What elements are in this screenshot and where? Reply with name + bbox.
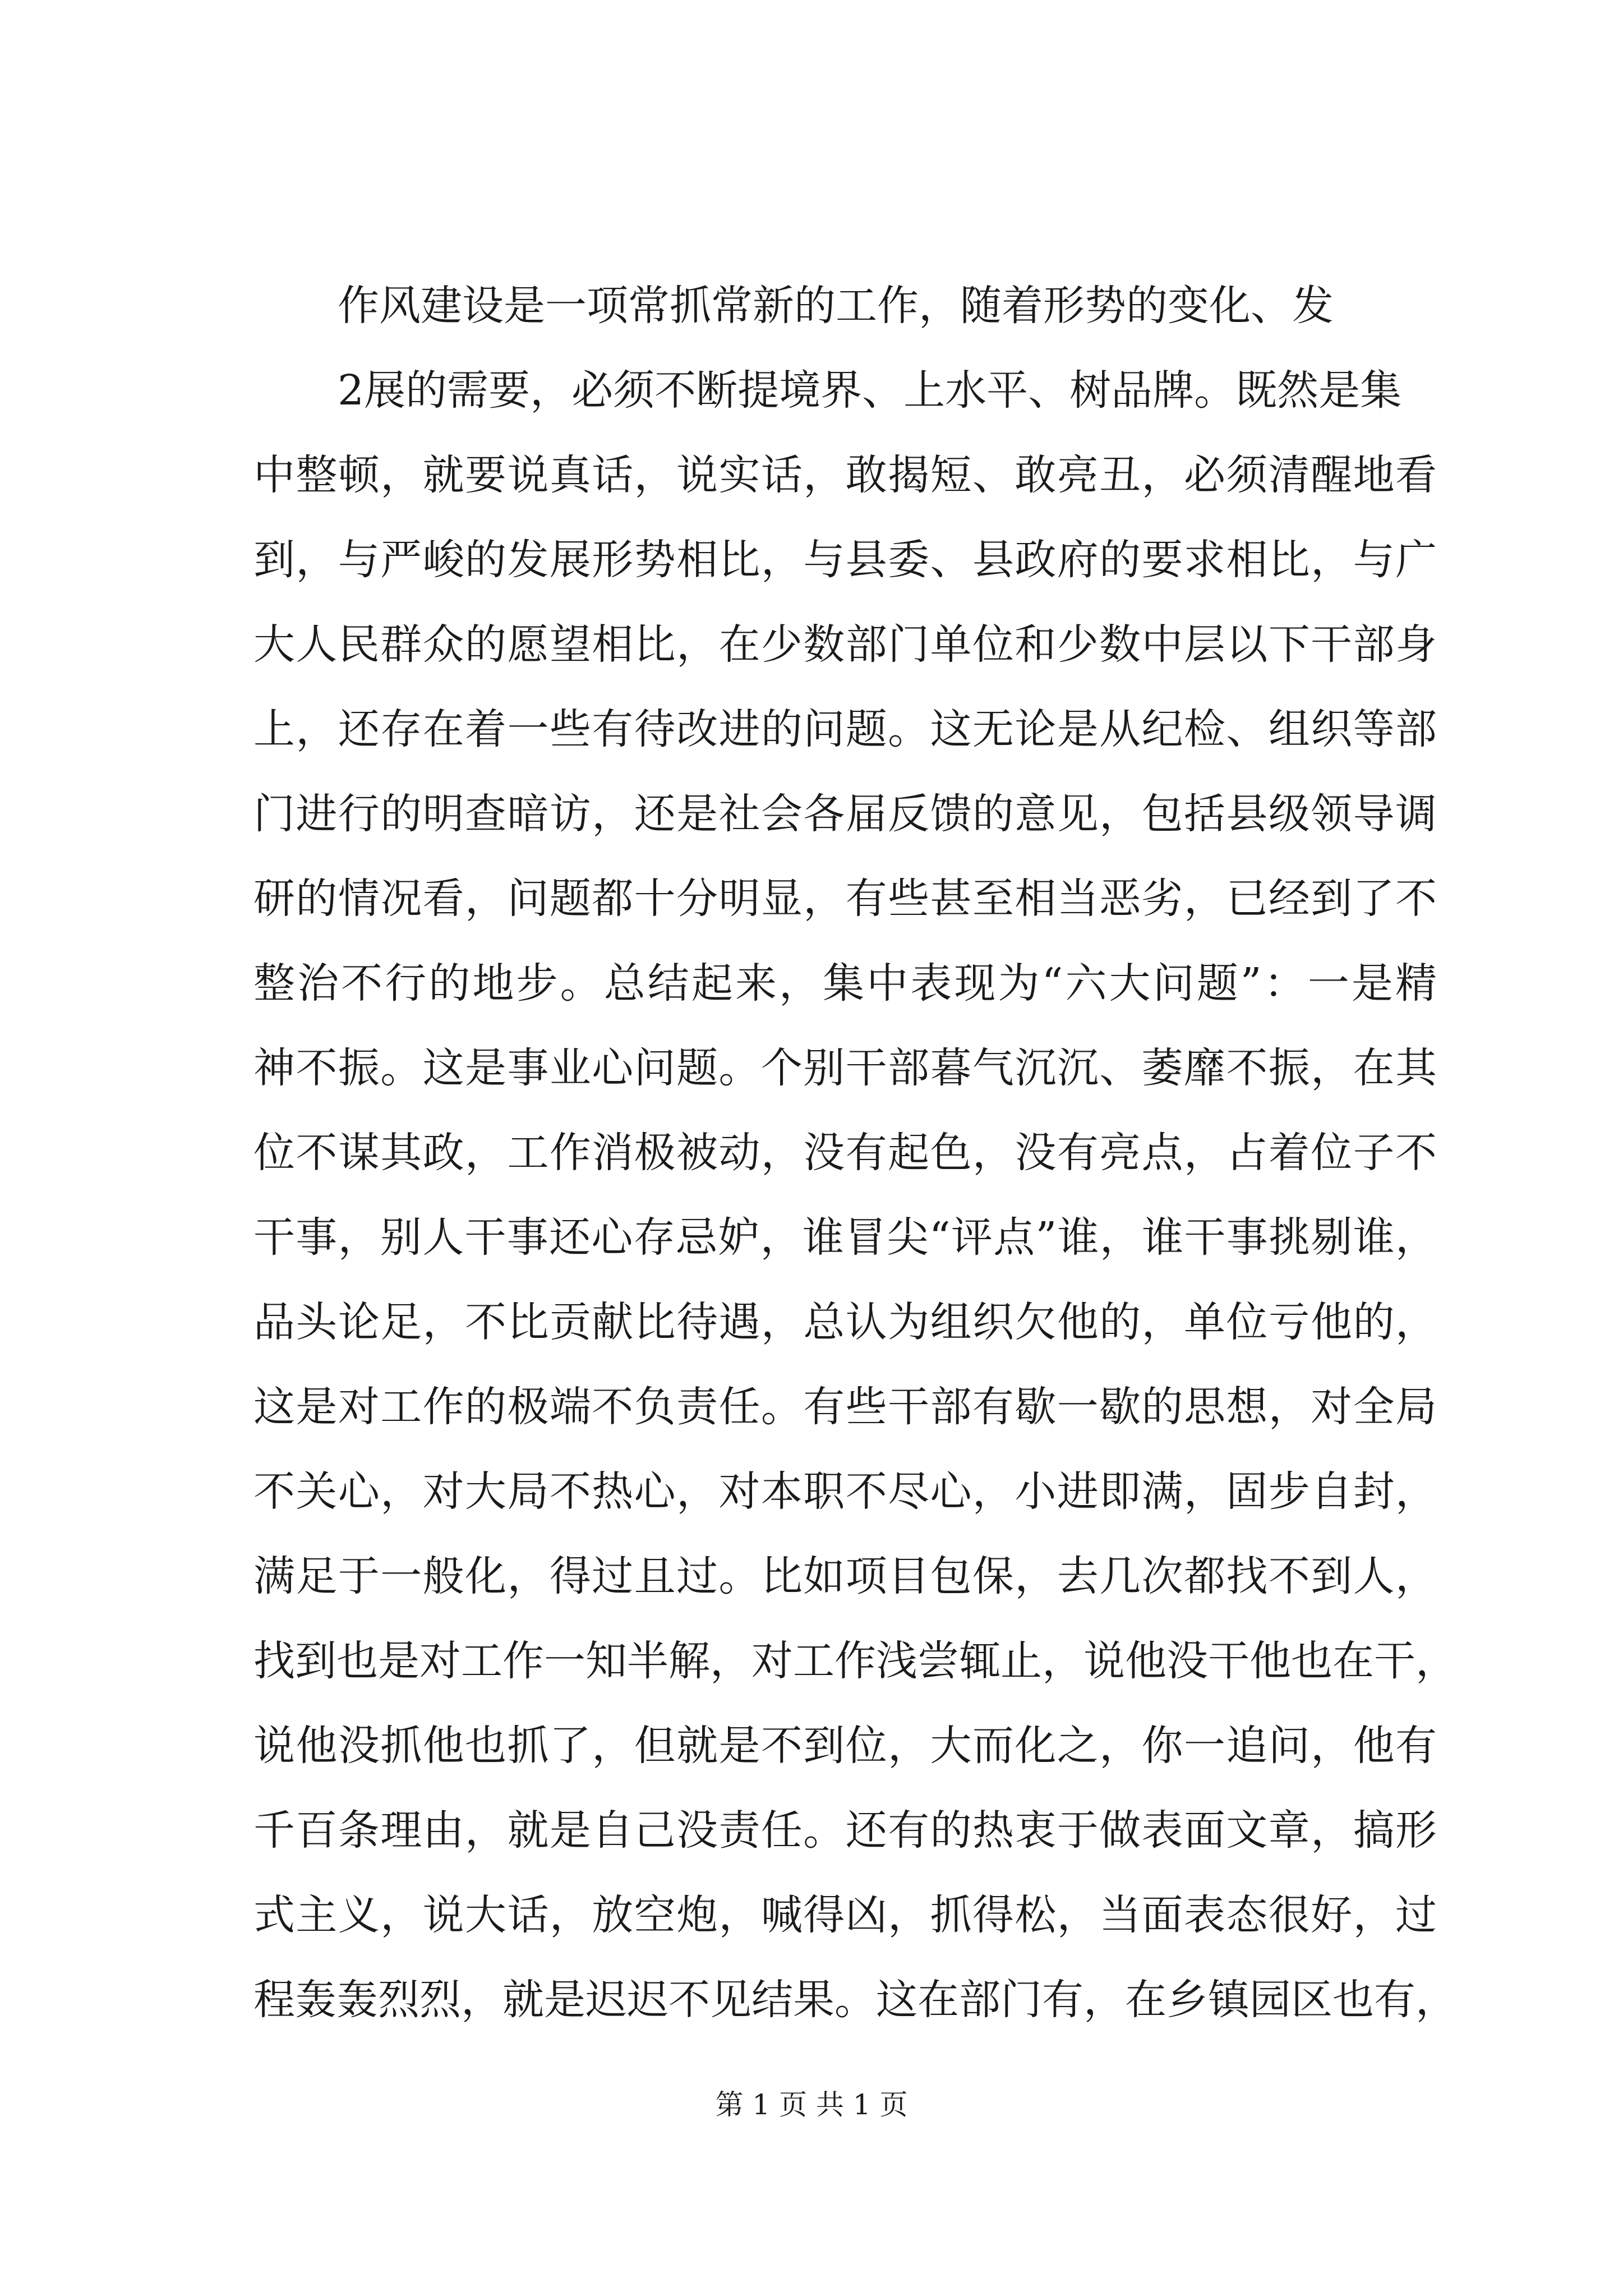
text-line: 品头论足，不比贡献比待遇，总认为组织欠他的，单位亏他的， <box>253 1298 1437 1346</box>
text-line: 说他没抓他也抓了，但就是不到位，大而化之，你一追问，他有 <box>253 1722 1437 1770</box>
text-line: 式主义，说大话，放空炮，喊得凶，抓得松，当面表态很好，过 <box>253 1891 1437 1939</box>
text-line: 到，与严峻的发展形势相比，与县委、县政府的要求相比，与广 <box>253 536 1437 584</box>
text-line: 研的情况看，问题都十分明显，有些甚至相当恶劣，已经到了不 <box>253 875 1437 923</box>
text-line: 干事，别人干事还心存忌妒，谁冒尖“评点”谁，谁干事挑剔谁， <box>253 1213 1437 1262</box>
text-line: 程轰轰烈烈，就是迟迟不见结果。这在部门有，在乡镇园区也有， <box>253 1976 1457 2024</box>
text-line: 满足于一般化，得过且过。比如项目包保，去几次都找不到人， <box>253 1552 1437 1600</box>
page-footer: 第 1 页 共 1 页 <box>715 2088 908 2121</box>
text-line: 上，还存在着一些有待改进的问题。这无论是从纪检、组织等部 <box>253 705 1437 753</box>
text-line: 2展的需要，必须不断提境界、上水平、树品牌。既然是集 <box>338 366 1402 415</box>
text-line: 中整顿，就要说真话，说实话，敢揭短、敢亮丑，必须清醒地看 <box>253 451 1437 499</box>
body-text <box>253 264 1457 2042</box>
text-line: 不关心，对大局不热心，对本职不尽心，小进即满，固步自封， <box>253 1467 1437 1516</box>
text-line: 神不振。这是事业心问题。个别干部暮气沉沉、萎靡不振，在其 <box>253 1044 1437 1092</box>
text-line: 门进行的明查暗访，还是社会各届反馈的意见，包括县级领导调 <box>253 790 1437 838</box>
text-line: 整治不行的地步。总结起来，集中表现为“六大问题”：一是精 <box>253 959 1437 1007</box>
text-line: 作风建设是一项常抓常新的工作，随着形势的变化、发 <box>338 282 1334 330</box>
text-line: 位不谋其政，工作消极被动，没有起色，没有亮点，占着位子不 <box>253 1129 1437 1177</box>
text-line: 千百条理由，就是自己没责任。还有的热衷于做表面文章，搞形 <box>253 1806 1437 1855</box>
text-line: 这是对工作的极端不负责任。有些干部有歇一歇的思想，对全局 <box>253 1383 1437 1431</box>
text-line: 大人民群众的愿望相比，在少数部门单位和少数中层以下干部身 <box>253 620 1437 669</box>
text-line: 找到也是对工作一知半解，对工作浅尝辄止，说他没干他也在干， <box>253 1637 1457 1685</box>
